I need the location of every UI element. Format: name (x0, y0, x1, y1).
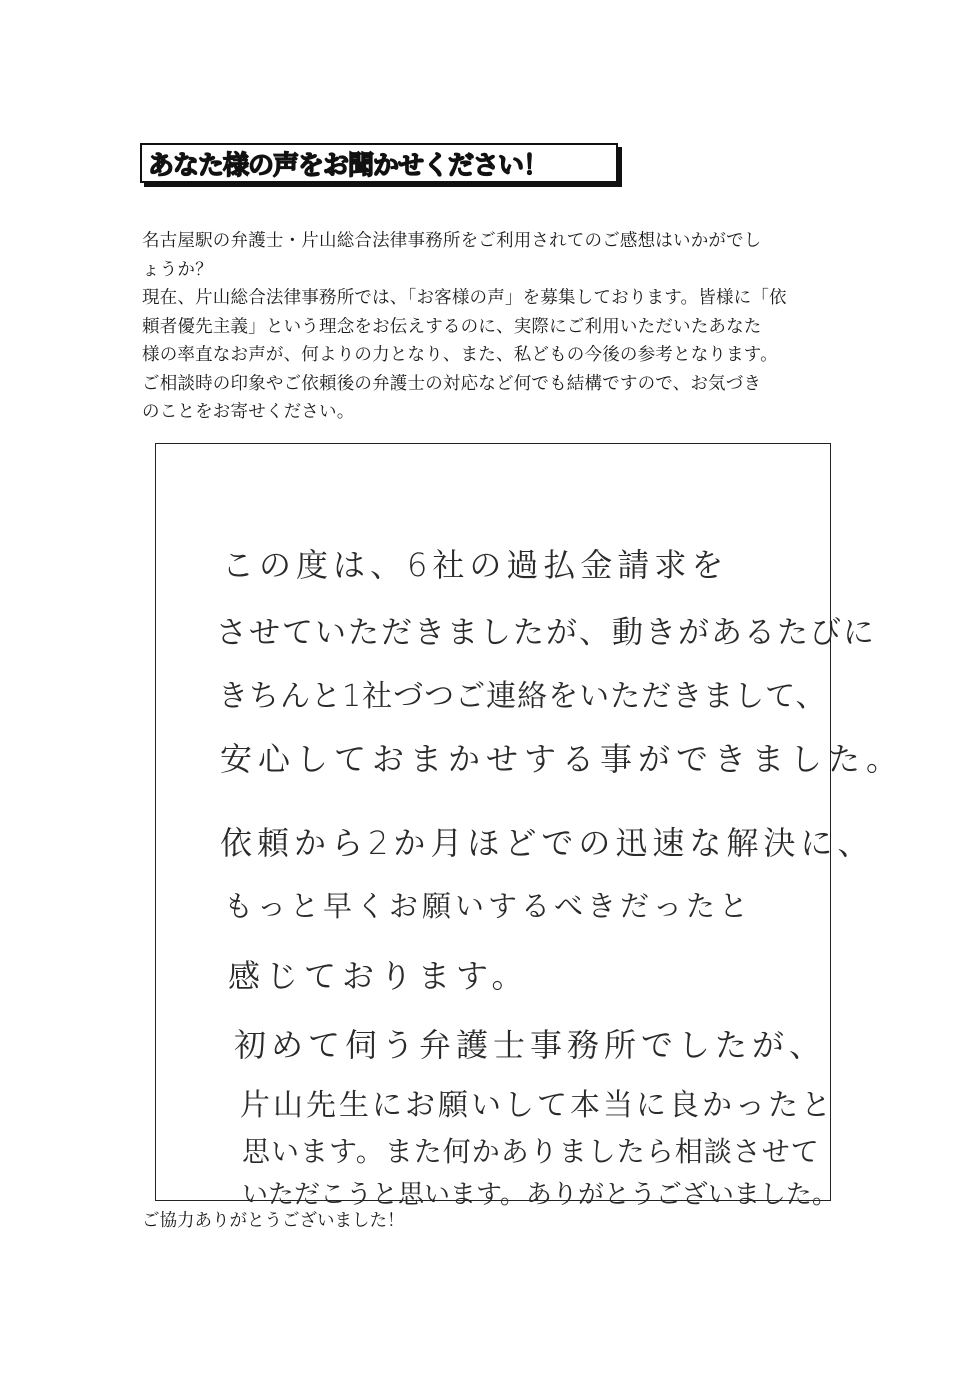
handwritten-line: 安心しておまかせする事ができました。 (220, 740, 905, 778)
intro-line: 頼者優先主義」という理念をお伝えするのに、実際にご利用いただいたあなた (142, 316, 762, 337)
intro-line: ょうか？ (142, 259, 213, 280)
handwritten-letter-box (155, 443, 905, 1210)
handwritten-line: いただこうと思います。ありがとうございました。 (242, 1180, 838, 1210)
handwritten-line: 片山先生にお願いして本当に良かったと (240, 1088, 834, 1123)
handwritten-line: させていただきましたが、動きがあるたびに (216, 615, 876, 651)
intro-line: ご相談時の印象やご依頼後の弁護士の対応など何でも結構ですので、お気づき (142, 373, 762, 394)
intro-line: 現在、片山総合法律事務所では、「お客様の声」を募集しております。皆様に「依 (142, 288, 787, 308)
handwritten-line: もっと早くお願いするべきだったと (224, 889, 753, 923)
page-title: あなた様の声をお聞かせください！ (148, 150, 549, 181)
handwritten-line: 感じております。 (228, 957, 530, 995)
handwritten-line: この度は、6社の過払金請求を (222, 546, 729, 584)
closing-message: ご協力ありがとうございました！ (142, 1211, 405, 1231)
intro-line: 様の率直なお声が、何よりの力となり、また、私どもの今後の参考となります。 (142, 345, 778, 365)
intro-text (142, 227, 854, 427)
title-box (140, 143, 618, 183)
intro-line: 名古屋駅の弁護士・片山総合法律事務所をご利用されてのご感想はいかがでし (142, 231, 762, 251)
handwritten-line: きちんと1社づつご連絡をいただきまして、 (218, 679, 827, 714)
handwritten-line: 初めて伺う弁護士事務所でしたが、 (234, 1026, 827, 1064)
handwritten-line: 思います。また何かありましたら相談させて (242, 1135, 820, 1168)
intro-line: のことをお寄せください。 (142, 402, 355, 422)
handwritten-line: 依頼から2か月ほどでの迅速な解決に、 (220, 824, 875, 862)
